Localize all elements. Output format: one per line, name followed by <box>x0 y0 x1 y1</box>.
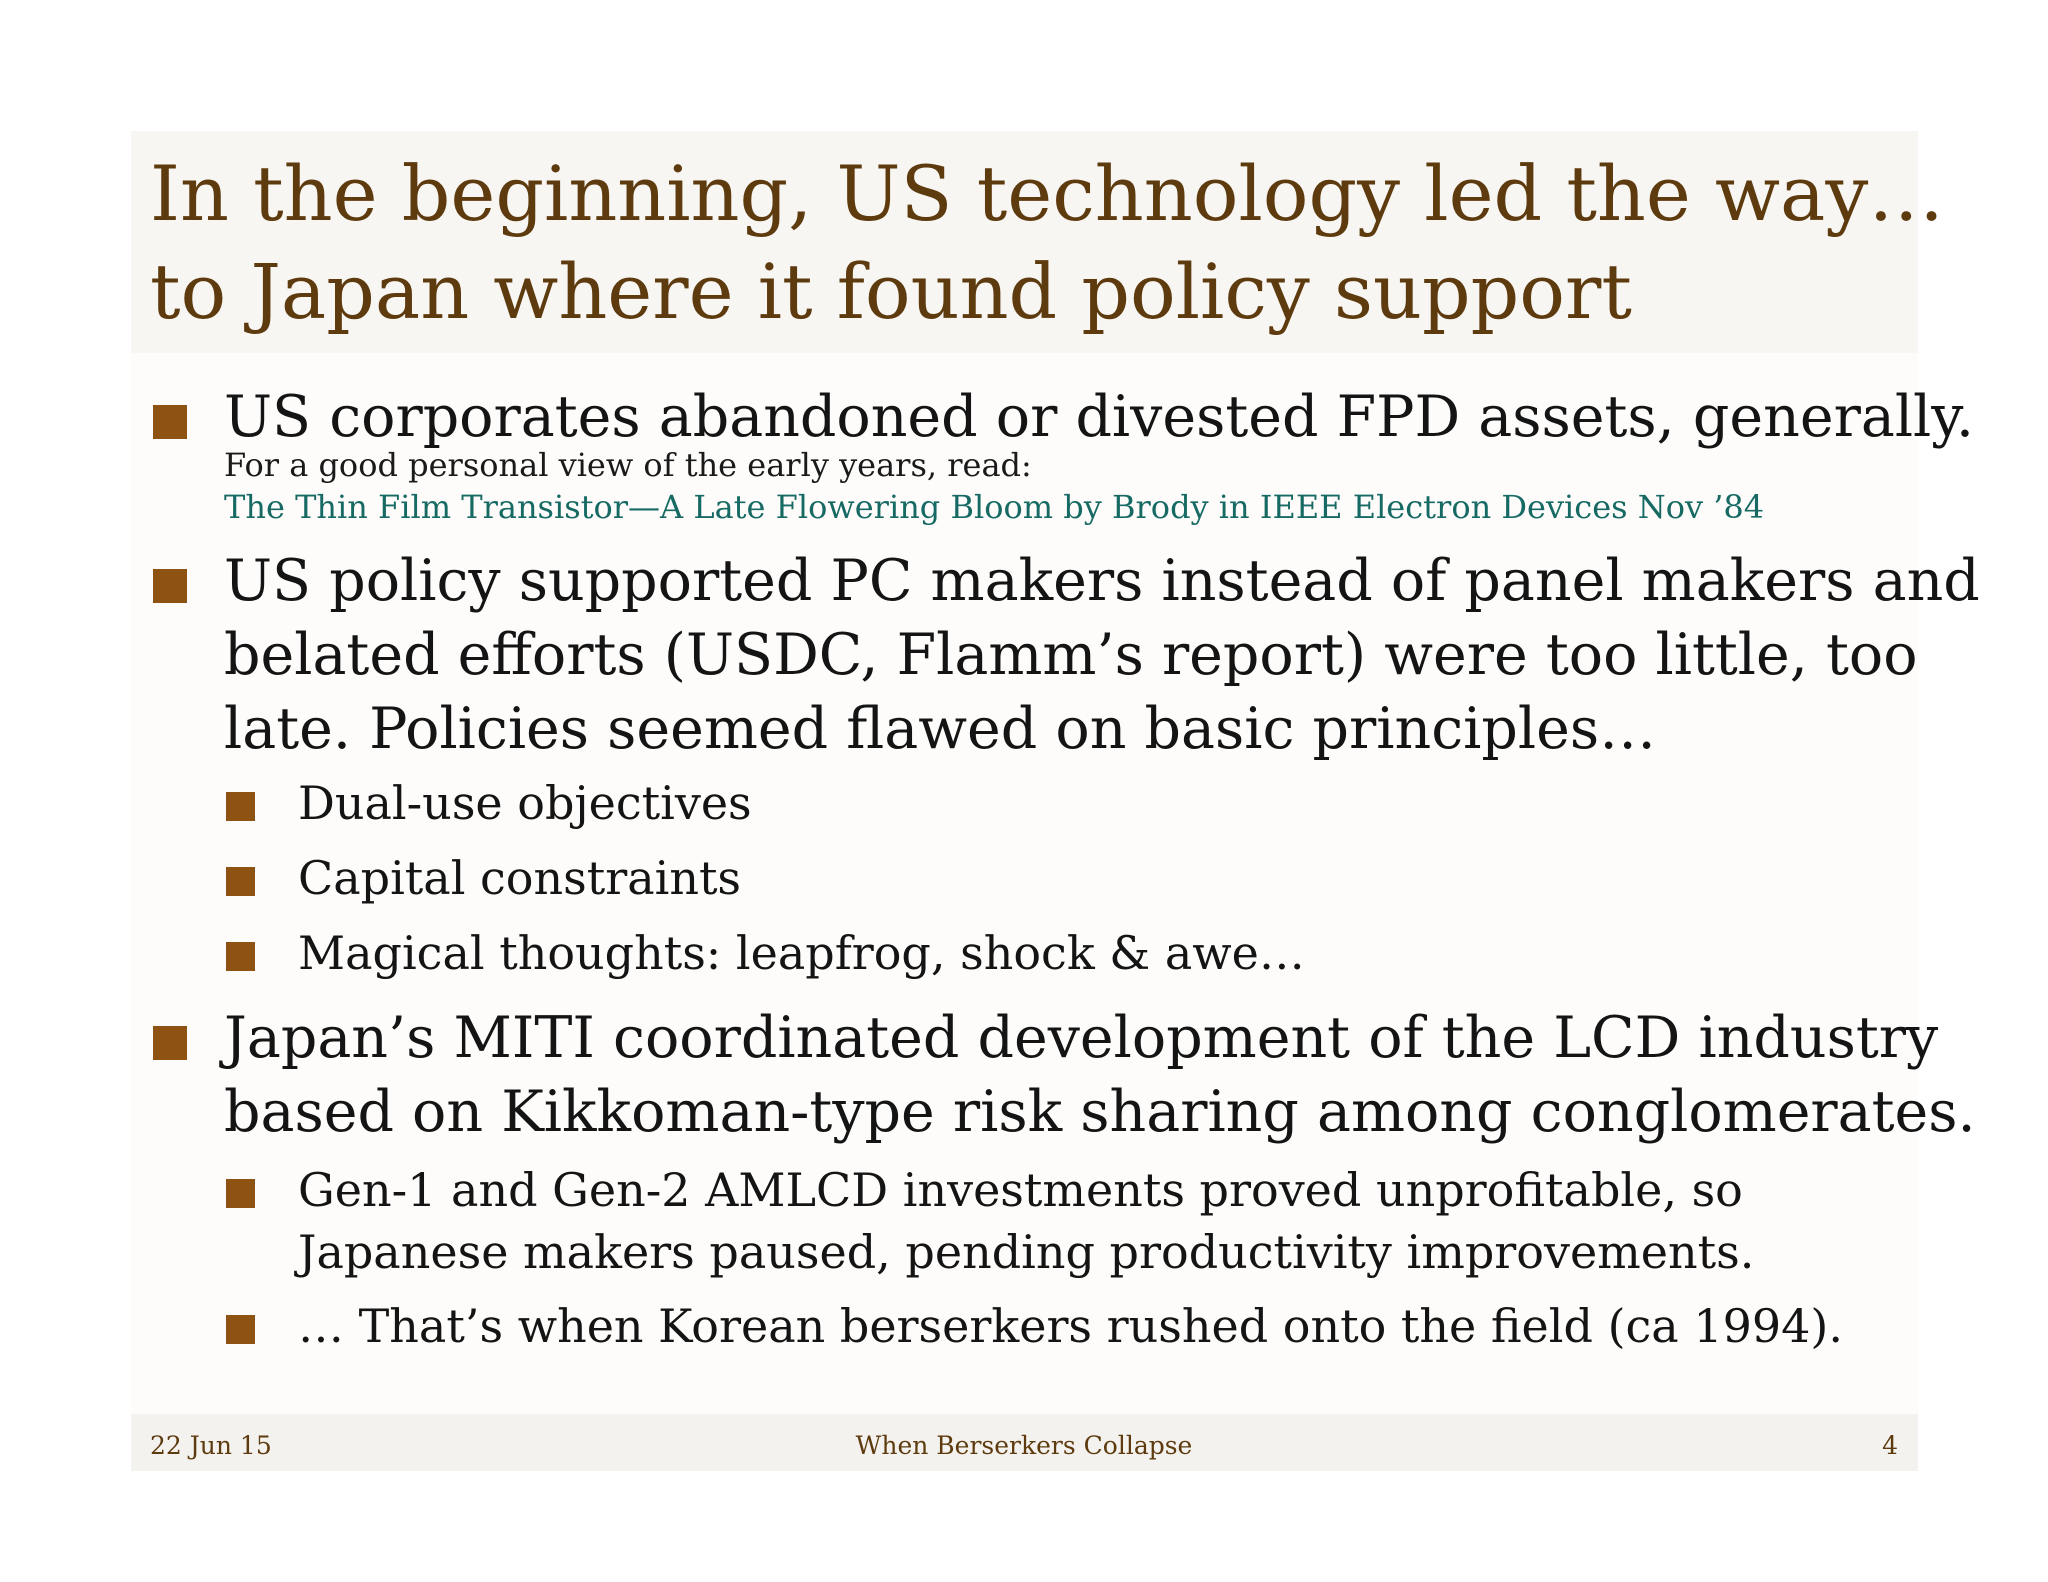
sub-bullet-magical-thoughts <box>150 922 1890 997</box>
bullet-us-corporates <box>150 380 1975 528</box>
square-bullet-icon <box>226 867 255 896</box>
slide-body <box>150 380 1980 1357</box>
square-bullet-icon <box>226 1179 255 1208</box>
bullet-text-line: US policy supported PC makers instead of panel makers and <box>224 548 1980 614</box>
bullet-text: US corporates abandoned or divested FPD assets, generally. <box>224 384 1975 450</box>
sub-bullet-text: Magical thoughts: leapfrog, shock & awe… <box>298 926 1305 980</box>
sub-bullet-gen-investments <box>150 1159 1890 1283</box>
square-bullet-icon <box>153 1026 187 1060</box>
sub-bullet-capital <box>150 847 1890 922</box>
bullet-text-line: late. Policies seemed flawed on basic principles… <box>224 696 1657 762</box>
sub-bullet-dual-use <box>150 772 1890 847</box>
slide-title-line-1: In the beginning, US technology led the way… <box>150 149 1945 238</box>
reading-note: For a good personal view of the early years, read: <box>224 446 1032 484</box>
square-bullet-icon <box>226 1315 255 1344</box>
sub-bullet-korean-berserkers <box>150 1295 1890 1357</box>
sub-bullet-text: … That’s when Korean berserkers rushed onto the field (ca 1994). <box>298 1299 1843 1353</box>
footer-title: When Berserkers Collapse <box>855 1431 1193 1460</box>
slide-title-line-2: to Japan where it found policy support <box>150 247 1632 336</box>
bullet-text-line: based on Kikkoman-type risk sharing among conglomerates. <box>224 1079 1976 1145</box>
sub-bullet-text: Capital constraints <box>298 851 742 905</box>
sub-bullet-list <box>150 1159 1890 1357</box>
square-bullet-icon <box>226 942 255 971</box>
square-bullet-icon <box>226 792 255 821</box>
sub-bullet-text-line: Japanese makers paused, pending productivity improvements. <box>298 1225 1755 1279</box>
bullet-text-line: belated efforts (USDC, Flamm’s report) were too little, too <box>224 622 1918 688</box>
bullet-japan-miti <box>150 1001 1976 1149</box>
sub-bullet-list <box>150 772 1890 997</box>
square-bullet-icon <box>153 405 187 439</box>
sub-bullet-text: Dual-use objectives <box>298 776 752 830</box>
reference-link[interactable]: The Thin Film Transistor—A Late Flowering Bloom by Brody in IEEE Electron Devices Nov ’84 <box>224 488 1765 526</box>
bullet-text-line: Japan’s MITI coordinated development of the LCD industry <box>224 1005 1939 1071</box>
square-bullet-icon <box>153 569 187 603</box>
bullet-us-policy <box>150 544 1980 766</box>
slide-title <box>150 145 1945 341</box>
page-number: 4 <box>1882 1431 1898 1460</box>
sub-bullet-text-line: Gen-1 and Gen-2 AMLCD investments proved unprofitable, so <box>298 1163 1743 1217</box>
footer-date: 22 Jun 15 <box>150 1431 272 1460</box>
